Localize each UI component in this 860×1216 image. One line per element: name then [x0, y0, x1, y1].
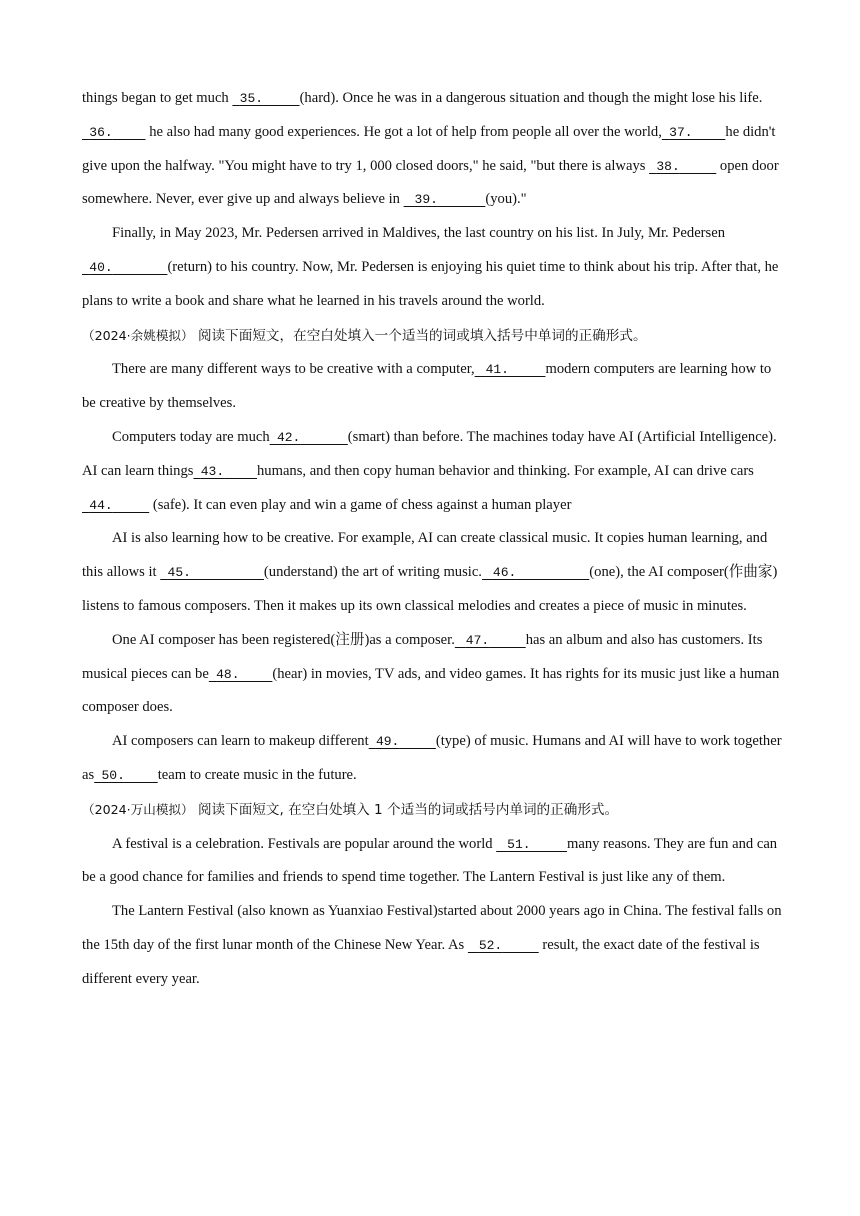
text: open door somewhere. Never, ever give up and always believe in [82, 157, 779, 208]
text: has an album and also has customers. Its musical pieces can be [82, 631, 763, 682]
section-header-wanshan [82, 793, 782, 828]
text: team to create music in the future. [157, 766, 357, 783]
text: humans, and then copy human behavior and thinking. For example, AI can drive cars [257, 462, 754, 479]
text: (one), the AI composer(作曲家) listens to famous composers. Then it makes up its own classical melodies and creates a piece of music in minutes. [82, 564, 778, 614]
blank-46[interactable]: 46. [492, 565, 517, 581]
section-header-yuyao [82, 319, 782, 354]
paragraph-49-50 [82, 725, 782, 793]
blank-47[interactable]: 47. [465, 632, 490, 648]
text: There are many different ways to be creative with a computer, [112, 361, 475, 378]
text: result, the exact date of the festival is different every year. [82, 936, 760, 987]
blank-40[interactable]: 40. [89, 259, 113, 275]
source-label: （2024·余姚模拟） [82, 327, 194, 343]
blank-45[interactable]: 45. [167, 565, 191, 581]
paragraph-35-39 [82, 82, 782, 217]
text: A festival is a celebration. Festivals are popular around the world [112, 835, 497, 852]
text: things began to get much [82, 90, 233, 106]
text: AI is also learning how to be creative. For example, AI can create classical music. It copies human learning, and this allows it [82, 530, 768, 581]
text: AI composers can learn to makeup different [112, 733, 369, 750]
source-label: （2024·万山模拟） [82, 801, 194, 817]
text: The Lantern Festival (also known as Yuanxiao Festival)started about 2000 years ago in China. The festival falls on the 15th day of the first lunar month of the Chinese New Year. As [82, 903, 782, 953]
text: (smart) than before. The machines today have AI (Artificial Intelligence). AI can learn things [82, 428, 777, 479]
blank-36[interactable]: 36. [89, 124, 113, 140]
instruction: 阅读下面短文，在空白处填入一个适当的词或填入括号中单词的正确形式。 [197, 327, 647, 344]
paragraph-45-46 [82, 522, 782, 623]
blank-44[interactable]: 44. [89, 497, 113, 513]
text: Finally, in May 2023, Mr. Pedersen arrived in Maldives, the last country on his list. In July, Mr. Pedersen [112, 225, 725, 242]
text: (understand) the art of writing music. [263, 564, 482, 581]
paragraph-47-48 [82, 624, 782, 725]
text: many reasons. They are fun and can be a good chance for families and friends to spend time together. The Lantern Festival is just like any of them. [82, 835, 778, 886]
blank-42[interactable]: 42. [276, 429, 301, 445]
blank-39[interactable]: 39. [414, 192, 438, 208]
text: (safe). It can even play and win a game of chess against a human player [149, 496, 572, 513]
text: (type) of music. Humans and AI will have to work together as [82, 733, 782, 783]
text: he didn't give upon the halfway. "You might have to try 1, 000 closed doors," he said, "but there is always [82, 123, 776, 174]
paragraph-51 [82, 828, 782, 896]
blank-37[interactable]: 37. [669, 124, 693, 140]
instruction: 阅读下面短文, 在空白处填入 1 个适当的词或括号内单词的正确形式。 [197, 801, 619, 818]
paragraph-42-44 [82, 421, 782, 522]
blank-52[interactable]: 52. [478, 937, 503, 953]
paragraph-41 [82, 353, 782, 421]
blank-38[interactable]: 38. [656, 158, 680, 174]
text: One AI composer has been registered(注册)as a composer. [112, 631, 455, 648]
paragraph-40 [82, 217, 782, 318]
text: (return) to his country. Now, Mr. Pedersen is enjoying his quiet time to think about his trip. After that, he plans to write a book and share what he learned in his travels around the world. [82, 258, 779, 309]
blank-49[interactable]: 49. [375, 734, 400, 750]
blank-35[interactable]: 35. [239, 91, 264, 106]
blank-51[interactable]: 51. [507, 836, 531, 852]
blank-41[interactable]: 41. [485, 362, 509, 378]
text: he also had many good experiences. He got a lot of help from people all over the world, [145, 123, 662, 140]
text: Computers today are much [112, 428, 270, 445]
paragraph-52 [82, 895, 782, 996]
blank-43[interactable]: 43. [200, 463, 225, 479]
text: (hard). Once he was in a dangerous situation and though the might lose his life. [299, 90, 763, 106]
document-body [82, 82, 782, 997]
blank-48[interactable]: 48. [216, 666, 240, 682]
text: (you)." [485, 191, 527, 208]
text: (hear) in movies, TV ads, and video games. It has rights for its music just like a human composer does. [82, 665, 780, 716]
text: modern computers are learning how to be creative by themselves. [82, 361, 772, 412]
blank-50[interactable]: 50. [101, 767, 125, 783]
